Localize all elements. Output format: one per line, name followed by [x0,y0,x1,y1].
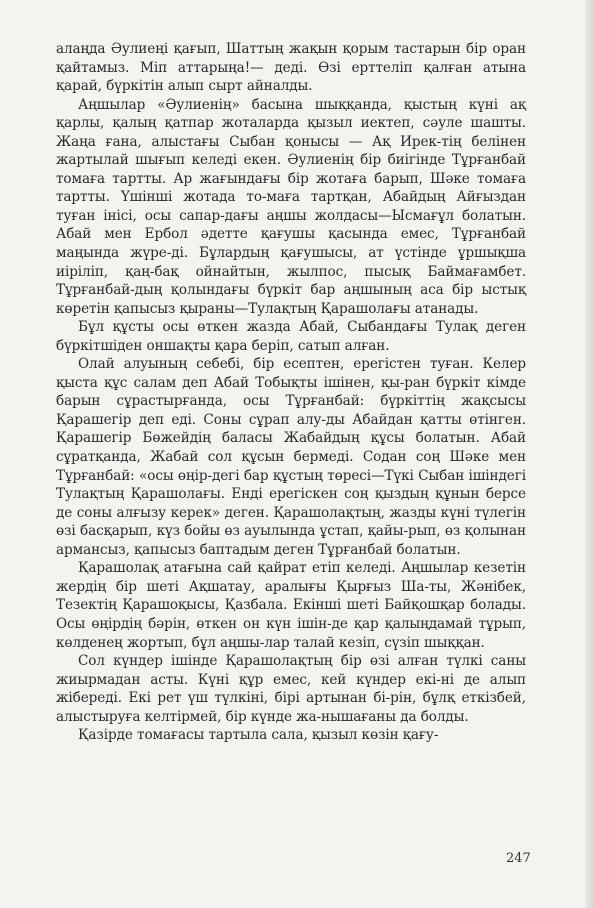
page-number: 247 [506,851,531,866]
paragraph-7: Қазірде томағасы тартыла сала, қызыл көзін қағу- [78,727,439,744]
paragraph-6: Сол күндер ішінде Қарашолақтың бір өзі алған түлкі саны жиырмадан асты. Күні құр емес, кей күндер екі-ні де алып жібереді. Екі рет үш түлкіні, бірі артынан бі-рін, бұлқ еткізбей, алыстыруға келтірмей, бір күнде жа-нышағаны да болды. [56,653,526,725]
body-text [56,40,526,745]
page-edge [585,0,593,908]
paragraph-5: Қарашолақ атағына сай қайрат етіп келеді. Аңшылар кезетін жердің бір шеті Ақшатау, аралығы Қырғыз Ша-ты, Жәнібек, Тезектің Қарашоқысы, Қазбала. Екінші шеті Байқошқар болады. Осы өңірдің бәрін, өткен он күн ішін-де қар қалыңдамай тұрып, көлденең жортып, бұл аңшы-лар талай кезіп, сүзіп шыққан. [56,560,526,651]
paragraph-2: Аңшылар «Әулиенің» басына шыққанда, қыстың күні ақ қарлы, қалың қатпар жоталарда қызыл иектеп, сәуле шашты. Жаңа ғана, алыстағы Сыбан қонысы — Ақ Ирек-тің белінен жартылай шығып келеді екен. Әулиенің бір биігінде Тұрғанбай томаға тартты. Ар жағындағы бір жотаға барып, Шәке томаға тартты. Үшінші жотада то-маға тартқан, Абайдың Айғыздан туған інісі, осы сапар-дағы аңшы жолдасы—Ысмағұл болатын. Абай мен Ербол әдетте қағушы қасында емес, Тұрғанбай маңында жүре-ді. Бұлардың қағушысы, ат үстінде ұршықша иіріліп, қаң-бақ ойнайтын, жылпос, пысық Баймағамбет. Тұрғанбай-дың қолындағы бүркіт бар аңшының аса бір ыстық көретін қапысыз қыраны—Тулақтың Қарашолағы атанады. [56,96,526,317]
paragraph-4: Олай алуының себебі, бір есептен, ерегістен туған. Келер қыста құс салам деп Абай Тобықты ішінен, қы-ран бүркіт кімде барын сұрастырғанда, осы Тұрғанбай: бүркіттің жақсысы Қарашегір деп еді. Соны сұрап алу-ды Абайдан қатты өтінген. Қарашегір Бөжейдің баласы Жабайдың құсы болатын. Абай сұратқанда, Жабай сол құсын бермеді. Содан соң Шәке мен Тұрғанбай: «осы өңір-дегі бар құстың төресі—Түкі Сыбан ішіндегі Тулақтың Қарашолағы. Енді ерегіскен соң қыздың құнын берсе де соны алғызу керек» деген. Қарашолақтың, жазды күні түлегін өзі басқарып, күз бойы өз ауылында ұстап, қайы-рып, өз қолынан армансыз, қапысыз баптадым деген Тұрғанбай болатын. [56,356,526,558]
paragraph-1: алаңда Әулиеңі қағып, Шаттың жақын қорым тастарын бір оран қайтамыз. Міп аттарыңа!— деді. Өзі ерттеліп қалған атына қарай, бүркітін алып сырт айналды. [56,41,526,95]
paragraph-3: Бұл құсты осы өткен жазда Абай, Сыбандағы Тулақ деген бүркітшіден оншақты қара беріп, сатып алған. [56,319,526,354]
